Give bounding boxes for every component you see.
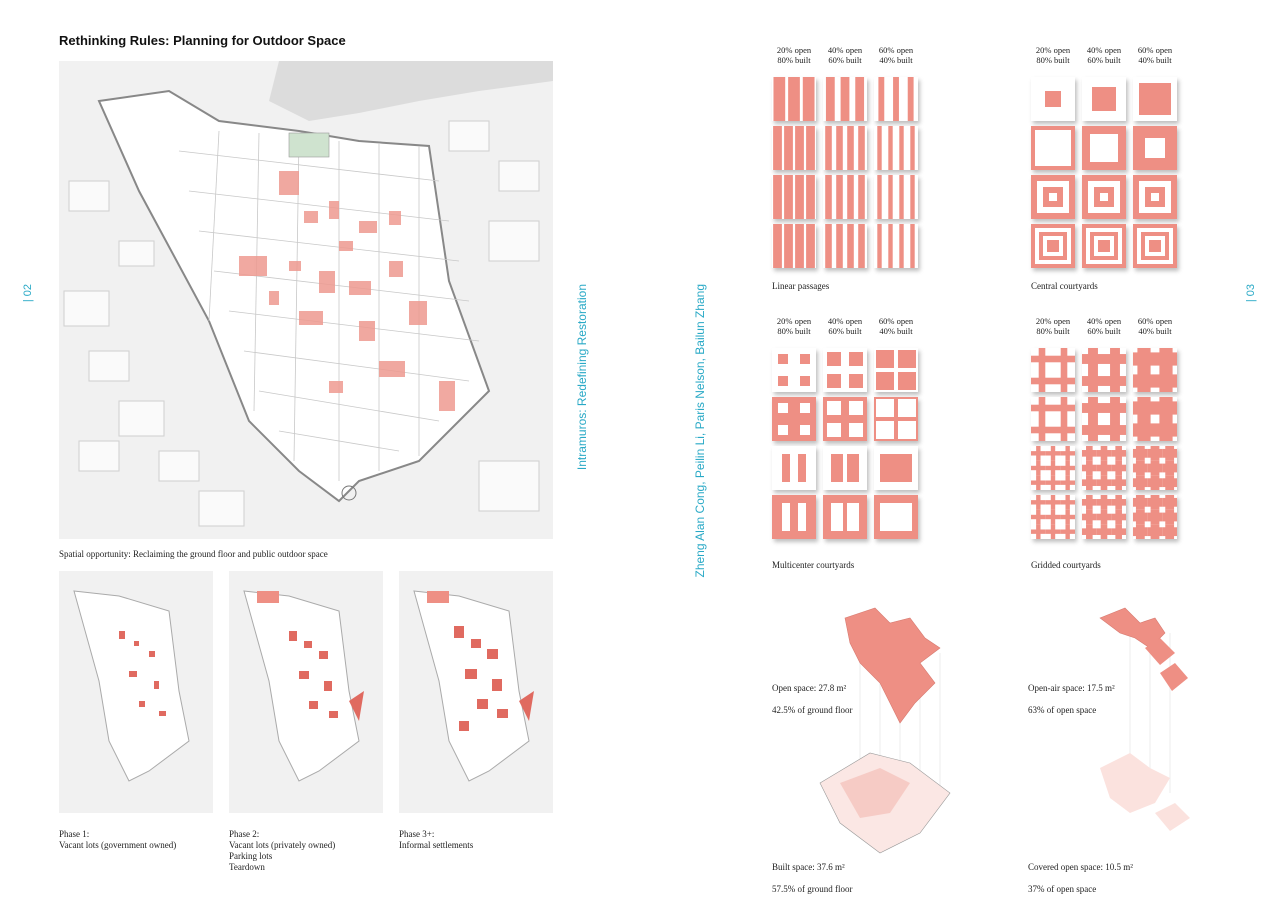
grid-tile-r3-c1 xyxy=(1082,495,1126,539)
phase-3-map-drawing xyxy=(399,571,553,813)
axo-right-top-line-2: 63% of open space xyxy=(1028,705,1097,715)
linear-tile-r2-c2 xyxy=(874,175,918,219)
central-tile-r0-c1 xyxy=(1082,77,1126,121)
axo-right-top-line-1: Open-air space: 17.5 m² xyxy=(1028,683,1115,693)
axo-left-top-line-1: Open space: 27.8 m² xyxy=(772,683,847,693)
central-tile-r3-c1 xyxy=(1082,224,1126,268)
multi-tile-r1-c2 xyxy=(874,397,918,441)
multi-tile-r3-c1 xyxy=(823,495,867,539)
central-tile-r2-c2 xyxy=(1133,175,1177,219)
column-header-linear-2 xyxy=(873,45,919,65)
column-header-built: 40% built xyxy=(1138,55,1172,65)
grid-tile-r3-c0 xyxy=(1031,495,1075,539)
axo-left-top-line-2: 42.5% of ground floor xyxy=(772,705,853,715)
grid-tile-r1-c0 xyxy=(1031,397,1075,441)
column-header-built: 60% built xyxy=(828,326,862,336)
column-header-built: 80% built xyxy=(777,326,811,336)
column-header-open: 60% open xyxy=(878,316,914,326)
linear-tile-r3-c2 xyxy=(874,224,918,268)
column-header-open: 20% open xyxy=(1035,45,1071,55)
grid-tile-r0-c1 xyxy=(1082,348,1126,392)
phase-2-map xyxy=(229,571,383,813)
axonometric-right xyxy=(1060,603,1230,873)
multi-tile-r2-c2 xyxy=(874,446,918,490)
central-tile-r3-c0 xyxy=(1031,224,1075,268)
grid-tile-r2-c1 xyxy=(1082,446,1126,490)
axo-left-bottom-line-2: 57.5% of ground floor xyxy=(772,884,853,894)
linear-tile-r1-c2 xyxy=(874,126,918,170)
typology-label-grid: Gridded courtyards xyxy=(1031,560,1101,570)
central-tile-r2-c1 xyxy=(1082,175,1126,219)
column-header-open: 20% open xyxy=(776,45,812,55)
grid-tile-r0-c0 xyxy=(1031,348,1075,392)
axonometric-left-drawing xyxy=(800,603,970,873)
central-tile-r1-c0 xyxy=(1031,126,1075,170)
phase-2-map-drawing xyxy=(229,571,383,813)
central-tile-r1-c1 xyxy=(1082,126,1126,170)
axo-left-bottom-line-1: Built space: 37.6 m² xyxy=(772,862,845,872)
linear-tile-r0-c2 xyxy=(874,77,918,121)
column-header-built: 40% built xyxy=(879,55,913,65)
column-header-built: 60% built xyxy=(1087,326,1121,336)
linear-tile-r0-c1 xyxy=(823,77,867,121)
column-header-multi-2 xyxy=(873,316,919,336)
multi-tile-r1-c0 xyxy=(772,397,816,441)
linear-tile-r3-c0 xyxy=(772,224,816,268)
column-header-multi-0 xyxy=(771,316,817,336)
central-tile-r0-c0 xyxy=(1031,77,1075,121)
right-page-number: | 03 xyxy=(1245,284,1257,303)
grid-tile-r1-c1 xyxy=(1082,397,1126,441)
project-title-vertical: Intramuros: Redefining Restoration xyxy=(575,284,589,471)
linear-tile-r3-c1 xyxy=(823,224,867,268)
column-header-open: 20% open xyxy=(1035,316,1071,326)
typology-label-central: Central courtyards xyxy=(1031,281,1098,291)
left-page-number: | 02 xyxy=(22,284,34,303)
central-tile-r3-c2 xyxy=(1133,224,1177,268)
central-tile-r2-c0 xyxy=(1031,175,1075,219)
authors-vertical: Zheng Alan Cong, Peilin Li, Paris Nelson, Bailun Zhang xyxy=(693,284,707,578)
central-tile-r0-c2 xyxy=(1133,77,1177,121)
main-site-map xyxy=(59,61,553,539)
typology-label-linear: Linear passages xyxy=(772,281,830,291)
column-header-built: 40% built xyxy=(879,326,913,336)
column-header-built: 60% built xyxy=(1087,55,1121,65)
axo-left-bottom-label xyxy=(772,851,853,906)
column-header-open: 40% open xyxy=(827,45,863,55)
column-header-linear-1 xyxy=(822,45,868,65)
multi-tile-r0-c1 xyxy=(823,348,867,392)
main-site-map-drawing xyxy=(59,61,553,539)
grid-tile-r1-c2 xyxy=(1133,397,1177,441)
phase-1-map-drawing xyxy=(59,571,213,813)
main-map-caption: Spatial opportunity: Reclaiming the ground floor and public outdoor space xyxy=(59,549,328,559)
column-header-grid-0 xyxy=(1030,316,1076,336)
axo-right-top-label xyxy=(1028,672,1115,727)
linear-tile-r2-c0 xyxy=(772,175,816,219)
column-header-built: 80% built xyxy=(1036,326,1070,336)
phase-1-map xyxy=(59,571,213,813)
column-header-built: 40% built xyxy=(1138,326,1172,336)
phase-2-caption: Phase 2: Vacant lots (privately owned) Parking lots Teardown xyxy=(229,829,336,872)
column-header-built: 60% built xyxy=(828,55,862,65)
column-header-linear-0 xyxy=(771,45,817,65)
grid-tile-r2-c0 xyxy=(1031,446,1075,490)
grid-tile-r0-c2 xyxy=(1133,348,1177,392)
column-header-open: 60% open xyxy=(1137,316,1173,326)
column-header-open: 40% open xyxy=(1086,316,1122,326)
central-tile-r1-c2 xyxy=(1133,126,1177,170)
multi-tile-r2-c1 xyxy=(823,446,867,490)
linear-tile-r0-c0 xyxy=(772,77,816,121)
axonometric-right-drawing xyxy=(1060,603,1230,873)
multi-tile-r2-c0 xyxy=(772,446,816,490)
column-header-grid-1 xyxy=(1081,316,1127,336)
column-header-open: 60% open xyxy=(878,45,914,55)
axo-left-top-label xyxy=(772,672,853,727)
column-header-open: 40% open xyxy=(1086,45,1122,55)
axo-right-bottom-line-1: Covered open space: 10.5 m² xyxy=(1028,862,1133,872)
axo-right-bottom-label xyxy=(1028,851,1133,906)
axonometric-left xyxy=(800,603,970,873)
multi-tile-r3-c2 xyxy=(874,495,918,539)
multi-tile-r3-c0 xyxy=(772,495,816,539)
column-header-open: 60% open xyxy=(1137,45,1173,55)
phase-1-caption: Phase 1: Vacant lots (government owned) xyxy=(59,829,177,850)
page-title: Rethinking Rules: Planning for Outdoor Space xyxy=(59,33,346,48)
grid-tile-r3-c2 xyxy=(1133,495,1177,539)
multi-tile-r0-c2 xyxy=(874,348,918,392)
multi-tile-r1-c1 xyxy=(823,397,867,441)
column-header-built: 80% built xyxy=(777,55,811,65)
column-header-open: 20% open xyxy=(776,316,812,326)
column-header-grid-2 xyxy=(1132,316,1178,336)
column-header-open: 40% open xyxy=(827,316,863,326)
column-header-built: 80% built xyxy=(1036,55,1070,65)
typology-label-multi: Multicenter courtyards xyxy=(772,560,855,570)
phase-3-map xyxy=(399,571,553,813)
phase-3-caption: Phase 3+: Informal settlements xyxy=(399,829,474,850)
linear-tile-r1-c1 xyxy=(823,126,867,170)
axo-right-bottom-line-2: 37% of open space xyxy=(1028,884,1097,894)
multi-tile-r0-c0 xyxy=(772,348,816,392)
linear-tile-r2-c1 xyxy=(823,175,867,219)
column-header-central-1 xyxy=(1081,45,1127,65)
grid-tile-r2-c2 xyxy=(1133,446,1177,490)
linear-tile-r1-c0 xyxy=(772,126,816,170)
column-header-multi-1 xyxy=(822,316,868,336)
column-header-central-2 xyxy=(1132,45,1178,65)
column-header-central-0 xyxy=(1030,45,1076,65)
